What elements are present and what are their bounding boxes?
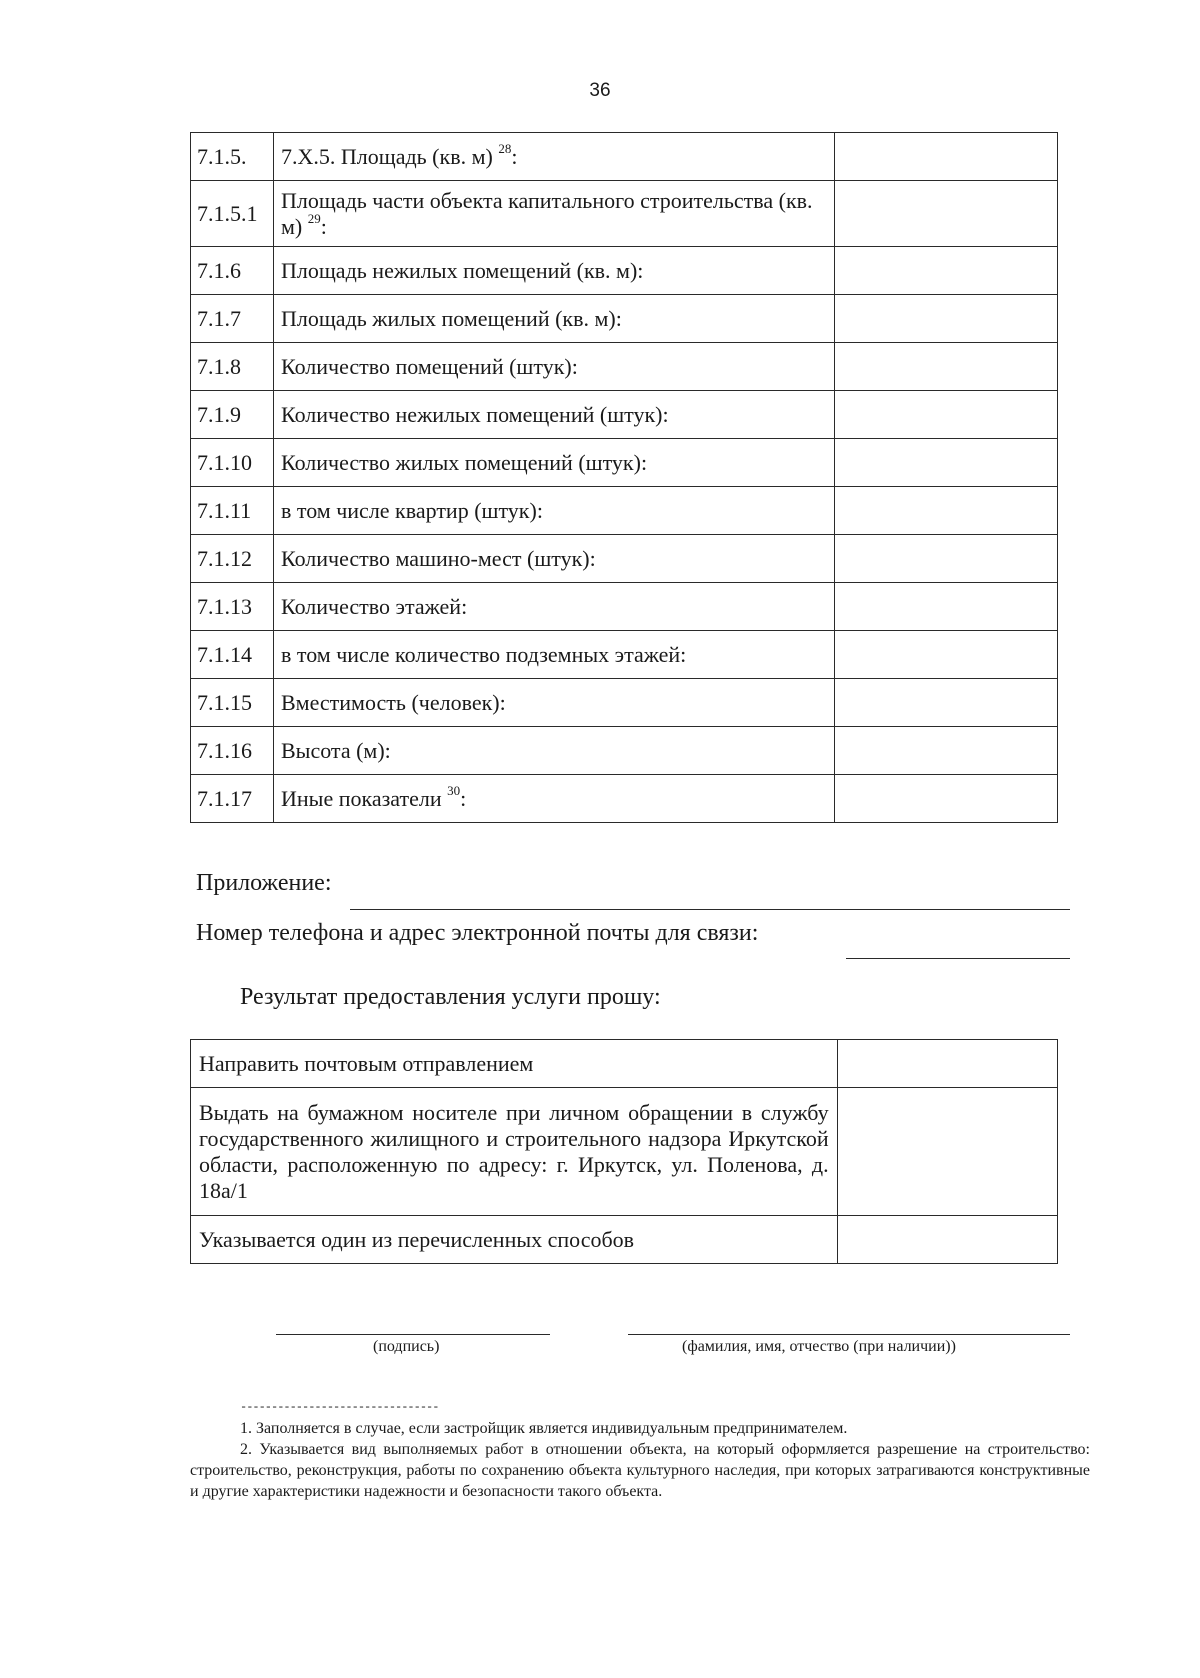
property-value-field[interactable] — [835, 295, 1058, 343]
property-label — [274, 247, 835, 295]
property-number: 7.1.8 — [191, 343, 274, 391]
property-number: 7.1.12 — [191, 535, 274, 583]
footnote: 1. Заполняется в случае, если застройщик является индивидуальным предпринимателем. — [240, 1420, 848, 1437]
property-value-field[interactable] — [835, 391, 1058, 439]
property-value-field[interactable] — [835, 133, 1058, 181]
property-label-suffix: : — [511, 143, 518, 169]
property-label — [274, 535, 835, 583]
property-row — [191, 343, 1058, 391]
property-number: 7.1.13 — [191, 583, 274, 631]
appendix-label: Приложение: — [196, 870, 332, 896]
property-label — [274, 679, 835, 727]
result-title: Результат предоставления услуги прошу: — [240, 984, 661, 1010]
property-label — [274, 487, 835, 535]
result-option-checkbox[interactable] — [837, 1216, 1057, 1264]
property-label-text: Количество машино-мест (штук): — [281, 545, 596, 571]
property-label — [274, 391, 835, 439]
property-row — [191, 391, 1058, 439]
page-number: 36 — [589, 80, 611, 101]
result-option-row — [191, 1040, 1058, 1088]
property-value-field[interactable] — [835, 487, 1058, 535]
result-options-table — [190, 1039, 1058, 1264]
property-number: 7.1.6 — [191, 247, 274, 295]
property-number: 7.1.5.1 — [191, 181, 274, 247]
property-row — [191, 535, 1058, 583]
contact-label: Номер телефона и адрес электронной почты для связи: — [196, 920, 759, 946]
property-number: 7.1.11 — [191, 487, 274, 535]
full-name-line[interactable] — [628, 1334, 1070, 1335]
property-row — [191, 487, 1058, 535]
property-number: 7.1.17 — [191, 775, 274, 823]
property-value-field[interactable] — [835, 583, 1058, 631]
property-row — [191, 181, 1058, 247]
result-option-label: Направить почтовым отправлением — [191, 1040, 838, 1088]
property-label — [274, 295, 835, 343]
full-name-caption: (фамилия, имя, отчество (при наличии)) — [682, 1338, 956, 1355]
contact-input-line[interactable] — [846, 958, 1070, 959]
property-row — [191, 247, 1058, 295]
result-option-row — [191, 1088, 1058, 1216]
result-option-label: Указывается один из перечисленных способов — [191, 1216, 838, 1264]
property-value-field[interactable] — [835, 247, 1058, 295]
property-value-field[interactable] — [835, 631, 1058, 679]
property-label-text: Высота (м): — [281, 737, 391, 763]
property-label-text: Количество помещений (штук): — [281, 353, 578, 379]
result-option-checkbox[interactable] — [837, 1088, 1057, 1216]
property-number: 7.1.15 — [191, 679, 274, 727]
property-row — [191, 583, 1058, 631]
property-number: 7.1.14 — [191, 631, 274, 679]
property-label-text: Площадь жилых помещений (кв. м): — [281, 305, 622, 331]
footnotes — [190, 1418, 1090, 1502]
result-option-checkbox[interactable] — [837, 1040, 1057, 1088]
property-row — [191, 295, 1058, 343]
property-label — [274, 583, 835, 631]
property-value-field[interactable] — [835, 439, 1058, 487]
property-label-text: Вместимость (человек): — [281, 689, 506, 715]
property-row — [191, 727, 1058, 775]
property-label-text: в том числе квартир (штук): — [281, 497, 543, 523]
property-row — [191, 439, 1058, 487]
properties-table — [190, 132, 1058, 823]
appendix-input-line[interactable] — [350, 909, 1070, 910]
property-label — [274, 181, 835, 247]
property-number: 7.1.9 — [191, 391, 274, 439]
property-number: 7.1.10 — [191, 439, 274, 487]
property-label — [274, 631, 835, 679]
footnote: 2. Указывается вид выполняемых работ в отношении объекта, на который оформляется разрешение на строительство: строительство, реконструкция, работы по сохранению объекта культурного наследия, при которых затрагиваются конструктивные и другие характеристики надежности и безопасности такого объекта. — [190, 1441, 1090, 1500]
property-label — [274, 439, 835, 487]
property-row — [191, 133, 1058, 181]
property-label — [274, 775, 835, 823]
property-label-text: Количество жилых помещений (штук): — [281, 449, 648, 475]
property-label-suffix: : — [460, 785, 467, 811]
property-number: 7.1.16 — [191, 727, 274, 775]
footnote-reference: 29 — [307, 211, 321, 227]
property-label-text: Иные показатели — [281, 785, 442, 811]
property-value-field[interactable] — [835, 535, 1058, 583]
property-label-text: Количество этажей: — [281, 593, 468, 619]
property-row — [191, 775, 1058, 823]
property-value-field[interactable] — [835, 181, 1058, 247]
property-value-field[interactable] — [835, 727, 1058, 775]
property-label — [274, 133, 835, 181]
signature-line[interactable] — [276, 1334, 550, 1335]
property-value-field[interactable] — [835, 343, 1058, 391]
property-label — [274, 727, 835, 775]
property-number: 7.1.7 — [191, 295, 274, 343]
property-label-text: Площадь части объекта капитального строительства (кв. м) — [281, 187, 813, 239]
property-row — [191, 631, 1058, 679]
result-option-label: Выдать на бумажном носителе при личном обращении в службу государственного жилищного и строительного надзора Иркутской области, расположенную по адресу: г. Иркутск, ул. Поленова, д. 18а/1 — [191, 1088, 838, 1216]
property-value-field[interactable] — [835, 775, 1058, 823]
result-option-row — [191, 1216, 1058, 1264]
signature-caption: (подпись) — [373, 1338, 440, 1355]
property-label-text: Количество нежилых помещений (штук): — [281, 401, 669, 427]
property-row — [191, 679, 1058, 727]
property-label-text: 7.Х.5. Площадь (кв. м) — [281, 143, 493, 169]
property-label-text: Площадь нежилых помещений (кв. м): — [281, 257, 644, 283]
property-label-suffix: : — [320, 213, 327, 239]
footnote-separator: -------------------------------- — [240, 1400, 439, 1414]
property-number: 7.1.5. — [191, 133, 274, 181]
property-label-text: в том числе количество подземных этажей: — [281, 641, 687, 667]
footnote-reference: 28 — [498, 141, 512, 157]
footnote-reference: 30 — [447, 783, 461, 799]
property-value-field[interactable] — [835, 679, 1058, 727]
property-label — [274, 343, 835, 391]
